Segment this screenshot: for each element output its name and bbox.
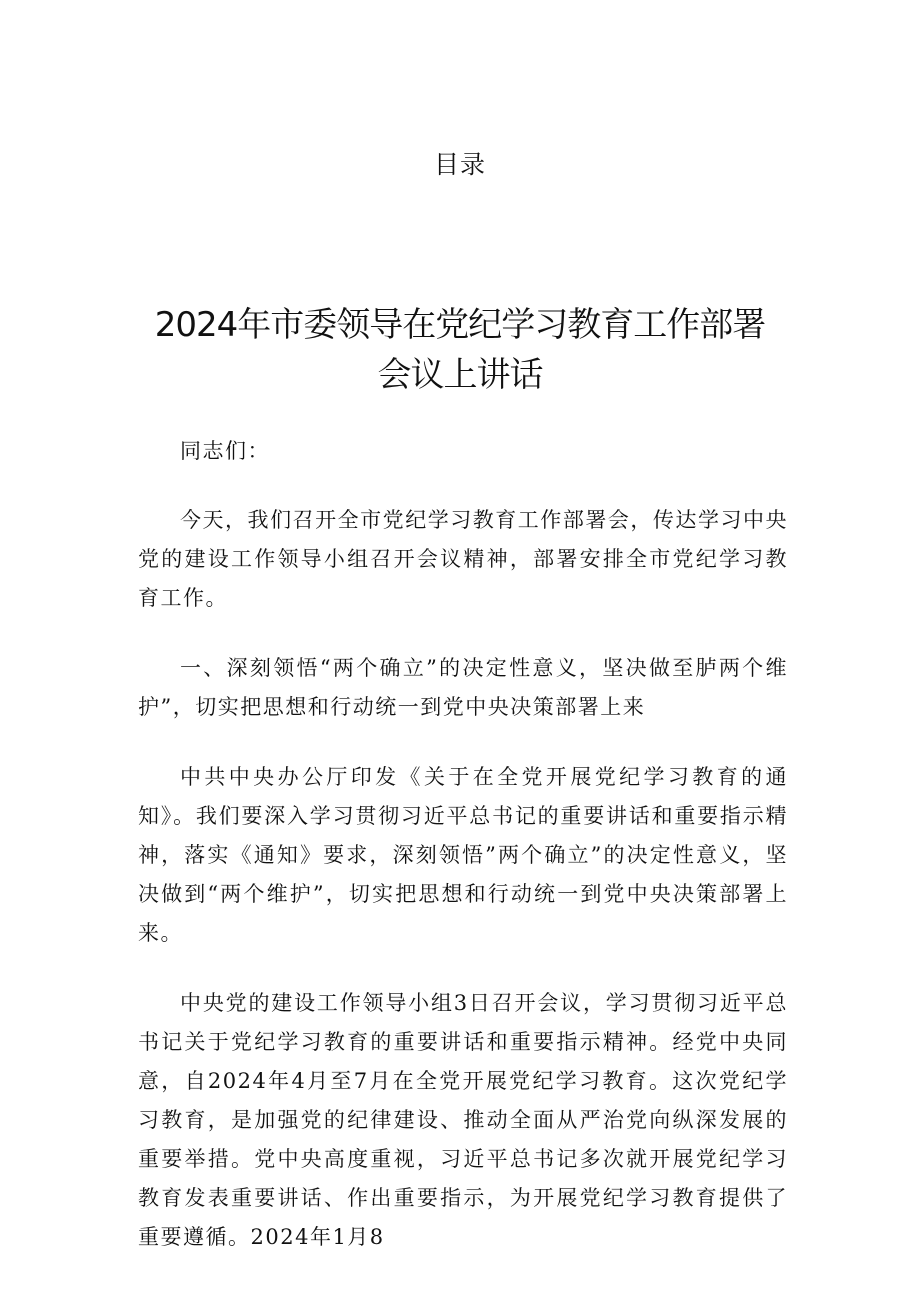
document-title <box>140 300 780 400</box>
document-body <box>138 432 788 1288</box>
paragraph-meeting: 中央党的建设工作领导小组3日召开会议，学习贯彻习近平总书记关于党纪学习教育的重要讲话和重要指示精神。经党中央同意，自2024年4月至7月在全党开展党纪学习教育。这次党纪学习教育，是加强党的纪律建设、推动全面从严治党向纵深发展的重要举措。党中央高度重视，习近平总书记多次就开展党纪学习教育发表重要讲话、作出重要指示，为开展党纪学习教育提供了重要遵循。2024年1月8 <box>138 991 788 1249</box>
paragraph-notice: 中共中央办公厅印发《关于在全党开展党纪学习教育的通知》。我们要深入学习贯彻习近平总书记的重要讲话和重要指示精神，落实《通知》要求，深刻领悟”两个确立”的决定性意义，坚决做到“两个维护”，切实把思想和行动统一到党中央决策部署上来。 <box>138 765 788 945</box>
title-line-2: 会议上讲话 <box>377 355 543 395</box>
title-line-1: 2024年市委领导在党纪学习教育工作部署 <box>154 305 766 345</box>
toc-heading: 目录 <box>433 150 486 179</box>
salutation: 同志们： <box>180 439 270 463</box>
section-heading-1: 一、深刻领悟“两个确立”的决定性意义，坚决做至胪两个维护”，切实把思想和行动统一到党中央决策部署上来 <box>138 656 788 719</box>
paragraph-opening: 今天，我们召开全市党纪学习教育工作部署会，传达学习中央党的建设工作领导小组召开会议精神，部署安排全市党纪学习教育工作。 <box>138 508 788 610</box>
